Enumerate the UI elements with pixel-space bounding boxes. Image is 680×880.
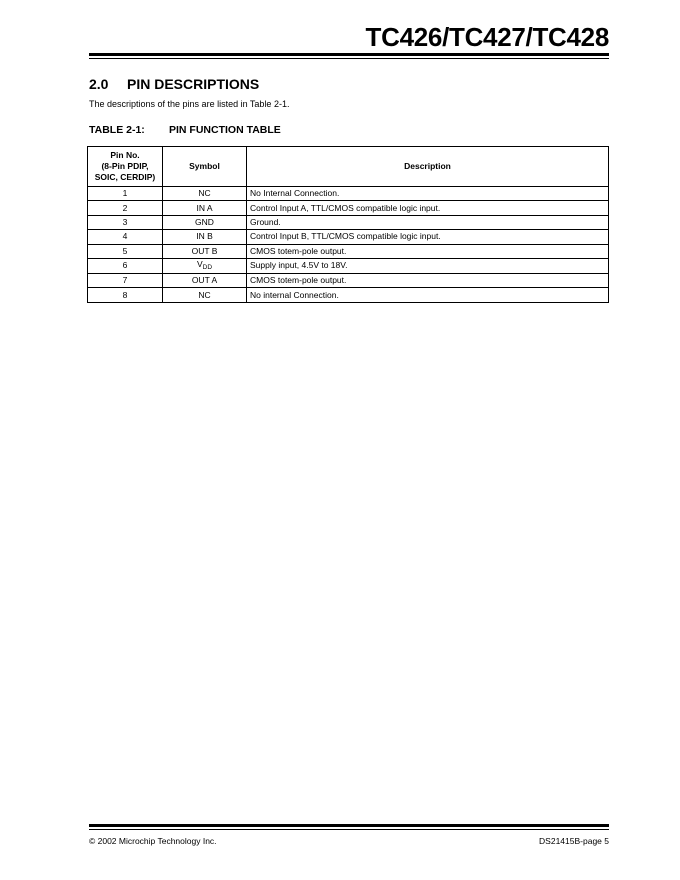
description-cell: CMOS totem-pole output. — [247, 273, 609, 287]
section-intro: The descriptions of the pins are listed in Table 2-1. — [89, 99, 290, 109]
symbol-cell: NC — [163, 288, 247, 302]
pin-cell: 1 — [88, 187, 163, 201]
description-cell: Control Input B, TTL/CMOS compatible logic input. — [247, 230, 609, 244]
symbol-cell: IN A — [163, 201, 247, 215]
symbol-cell — [163, 258, 247, 273]
pin-cell: 4 — [88, 230, 163, 244]
symbol-cell: GND — [163, 215, 247, 229]
header-pin-number — [88, 147, 163, 187]
description-cell: No internal Connection. — [247, 288, 609, 302]
symbol-cell: IN B — [163, 230, 247, 244]
table-row — [88, 215, 609, 229]
pin-cell: 3 — [88, 215, 163, 229]
symbol-text: V — [196, 258, 203, 269]
footer-page-number: DS21415B-page 5 — [539, 836, 609, 846]
footer-copyright: © 2002 Microchip Technology Inc. — [89, 836, 217, 846]
header-symbol: Symbol — [163, 147, 247, 187]
header-rule-thick — [89, 53, 609, 56]
table-row — [88, 273, 609, 287]
table-row — [88, 187, 609, 201]
header-pin-line1: Pin No. — [110, 150, 140, 160]
table-row — [88, 230, 609, 244]
table-caption-title: PIN FUNCTION TABLE — [169, 124, 281, 136]
footer-rule-thin — [89, 829, 609, 830]
symbol-cell: OUT A — [163, 273, 247, 287]
header-pin-line3: SOIC, CERDIP) — [94, 172, 156, 182]
description-cell: Supply input, 4.5V to 18V. — [247, 258, 609, 273]
header-description: Description — [247, 147, 609, 187]
table-row — [88, 288, 609, 302]
section-number: 2.0 — [89, 76, 109, 92]
pin-function-table — [87, 146, 609, 303]
table-caption — [89, 124, 281, 136]
pin-cell: 8 — [88, 288, 163, 302]
section-title: PIN DESCRIPTIONS — [127, 76, 260, 92]
symbol-cell: NC — [163, 187, 247, 201]
footer-rule-thick — [89, 824, 609, 827]
table-caption-number: TABLE 2-1: — [89, 124, 145, 136]
description-cell: Control Input A, TTL/CMOS compatible logic input. — [247, 201, 609, 215]
pin-cell: 5 — [88, 244, 163, 258]
table-row — [88, 258, 609, 273]
header-pin-line2: (8-Pin PDIP, — [101, 161, 149, 171]
description-cell: Ground. — [247, 215, 609, 229]
description-cell: CMOS totem-pole output. — [247, 244, 609, 258]
table-header-row — [88, 147, 609, 187]
document-title: TC426/TC427/TC428 — [365, 22, 609, 52]
pin-cell: 6 — [88, 258, 163, 273]
header-rule-thin — [89, 58, 609, 59]
symbol-subscript: DD — [202, 263, 213, 271]
table-row — [88, 201, 609, 215]
symbol-cell: OUT B — [163, 244, 247, 258]
table-row — [88, 244, 609, 258]
pin-cell: 2 — [88, 201, 163, 215]
description-cell: No Internal Connection. — [247, 187, 609, 201]
section-heading — [89, 76, 259, 92]
pin-cell: 7 — [88, 273, 163, 287]
